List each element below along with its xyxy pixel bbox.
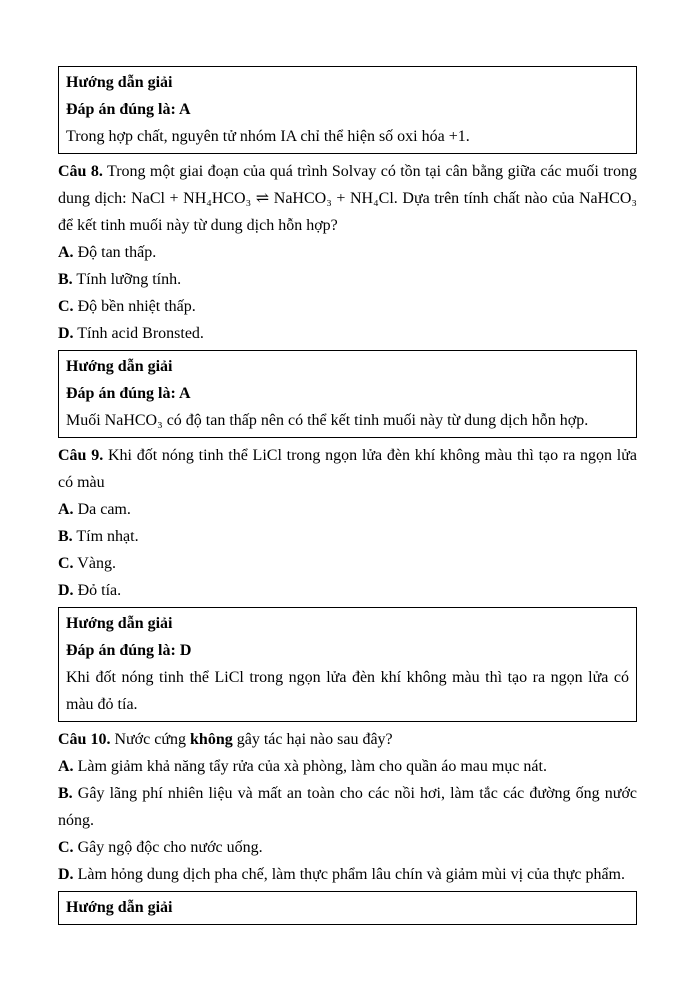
question-8-stem (58, 158, 637, 239)
option-letter: A. (58, 758, 74, 775)
option-letter: D. (58, 866, 74, 883)
question-9-option-c (58, 550, 637, 577)
option-letter: C. (58, 555, 74, 572)
solution-explanation: Muối NaHCO₃ có độ tan thấp nên có thể kết tinh muối này từ dung dịch hỗn hợp. (66, 412, 589, 429)
option-letter: B. (58, 785, 73, 802)
option-text: Tính lưỡng tính. (76, 271, 182, 288)
option-letter: A. (58, 244, 74, 261)
option-text: Đỏ tía. (77, 582, 122, 599)
option-text: Tím nhạt. (76, 528, 139, 545)
question-10-text-prefix: Nước cứng (114, 731, 187, 748)
option-text: Làm hỏng dung dịch pha chế, làm thực phẩm lâu chín và giảm mùi vị của thực phẩm. (77, 866, 625, 883)
question-9-option-d (58, 577, 637, 604)
solution-explanation: Khi đốt nóng tinh thể LiCl trong ngọn lửa đèn khí không màu thì tạo ra ngọn lửa có màu đỏ tía. (66, 669, 629, 713)
question-8-text: Trong một giai đoạn của quá trình Solvay có tồn tại cân bằng giữa các muối trong dung dịch: NaCl + NH₄HCO₃ ⇌ NaHCO₃ + NH₄Cl. Dựa trên tính chất nào của NaHCO₃ để kết tinh muối này từ dung dịch hỗn hợp? (58, 163, 637, 234)
option-letter: C. (58, 298, 74, 315)
question-9 (58, 442, 637, 604)
solution-title: Hướng dẫn giải (66, 358, 173, 375)
option-text: Gây lãng phí nhiên liệu và mất an toàn cho các nồi hơi, làm tắc các đường ống nước nóng. (58, 785, 638, 829)
solution-box-2 (58, 350, 637, 438)
question-10 (58, 726, 637, 888)
question-10-option-b (58, 780, 637, 834)
option-letter: D. (58, 582, 74, 599)
question-10-text-bold: không (190, 731, 233, 748)
solution-box-1 (58, 66, 637, 154)
question-8-option-d (58, 320, 637, 347)
solution-answer: Đáp án đúng là: A (66, 385, 191, 402)
option-text: Gây ngộ độc cho nước uống. (77, 839, 263, 856)
question-10-option-a (58, 753, 637, 780)
option-letter: C. (58, 839, 74, 856)
option-letter: D. (58, 325, 74, 342)
solution-answer: Đáp án đúng là: A (66, 101, 191, 118)
solution-explanation: Trong hợp chất, nguyên tử nhóm IA chỉ thể hiện số oxi hóa +1. (66, 128, 470, 145)
question-10-text-suffix: gây tác hại nào sau đây? (236, 731, 393, 748)
option-letter: B. (58, 528, 73, 545)
question-9-stem (58, 442, 637, 496)
solution-box-4 (58, 891, 637, 925)
option-letter: B. (58, 271, 73, 288)
question-9-label: Câu 9. (58, 447, 104, 464)
option-text: Vàng. (77, 555, 116, 572)
solution-title: Hướng dẫn giải (66, 615, 173, 632)
option-text: Làm giảm khả năng tẩy rửa của xà phòng, làm cho quần áo mau mục nát. (77, 758, 547, 775)
solution-answer: Đáp án đúng là: D (66, 642, 192, 659)
question-10-option-c (58, 834, 637, 861)
option-text: Độ bền nhiệt thấp. (77, 298, 196, 315)
solution-box-3 (58, 607, 637, 722)
question-8-option-a (58, 239, 637, 266)
question-10-label: Câu 10. (58, 731, 111, 748)
question-8-option-b (58, 266, 637, 293)
option-letter: A. (58, 501, 74, 518)
question-9-option-a (58, 496, 637, 523)
solution-title: Hướng dẫn giải (66, 899, 173, 916)
option-text: Độ tan thấp. (77, 244, 157, 261)
question-10-option-d (58, 861, 637, 888)
question-9-option-b (58, 523, 637, 550)
solution-title: Hướng dẫn giải (66, 74, 173, 91)
question-9-text: Khi đốt nóng tinh thể LiCl trong ngọn lửa đèn khí không màu thì tạo ra ngọn lửa có màu (58, 447, 638, 491)
question-8-label: Câu 8. (58, 163, 103, 180)
question-8-option-c (58, 293, 637, 320)
option-text: Tính acid Bronsted. (77, 325, 204, 342)
option-text: Da cam. (77, 501, 131, 518)
question-10-stem (58, 726, 637, 753)
question-8 (58, 158, 637, 347)
